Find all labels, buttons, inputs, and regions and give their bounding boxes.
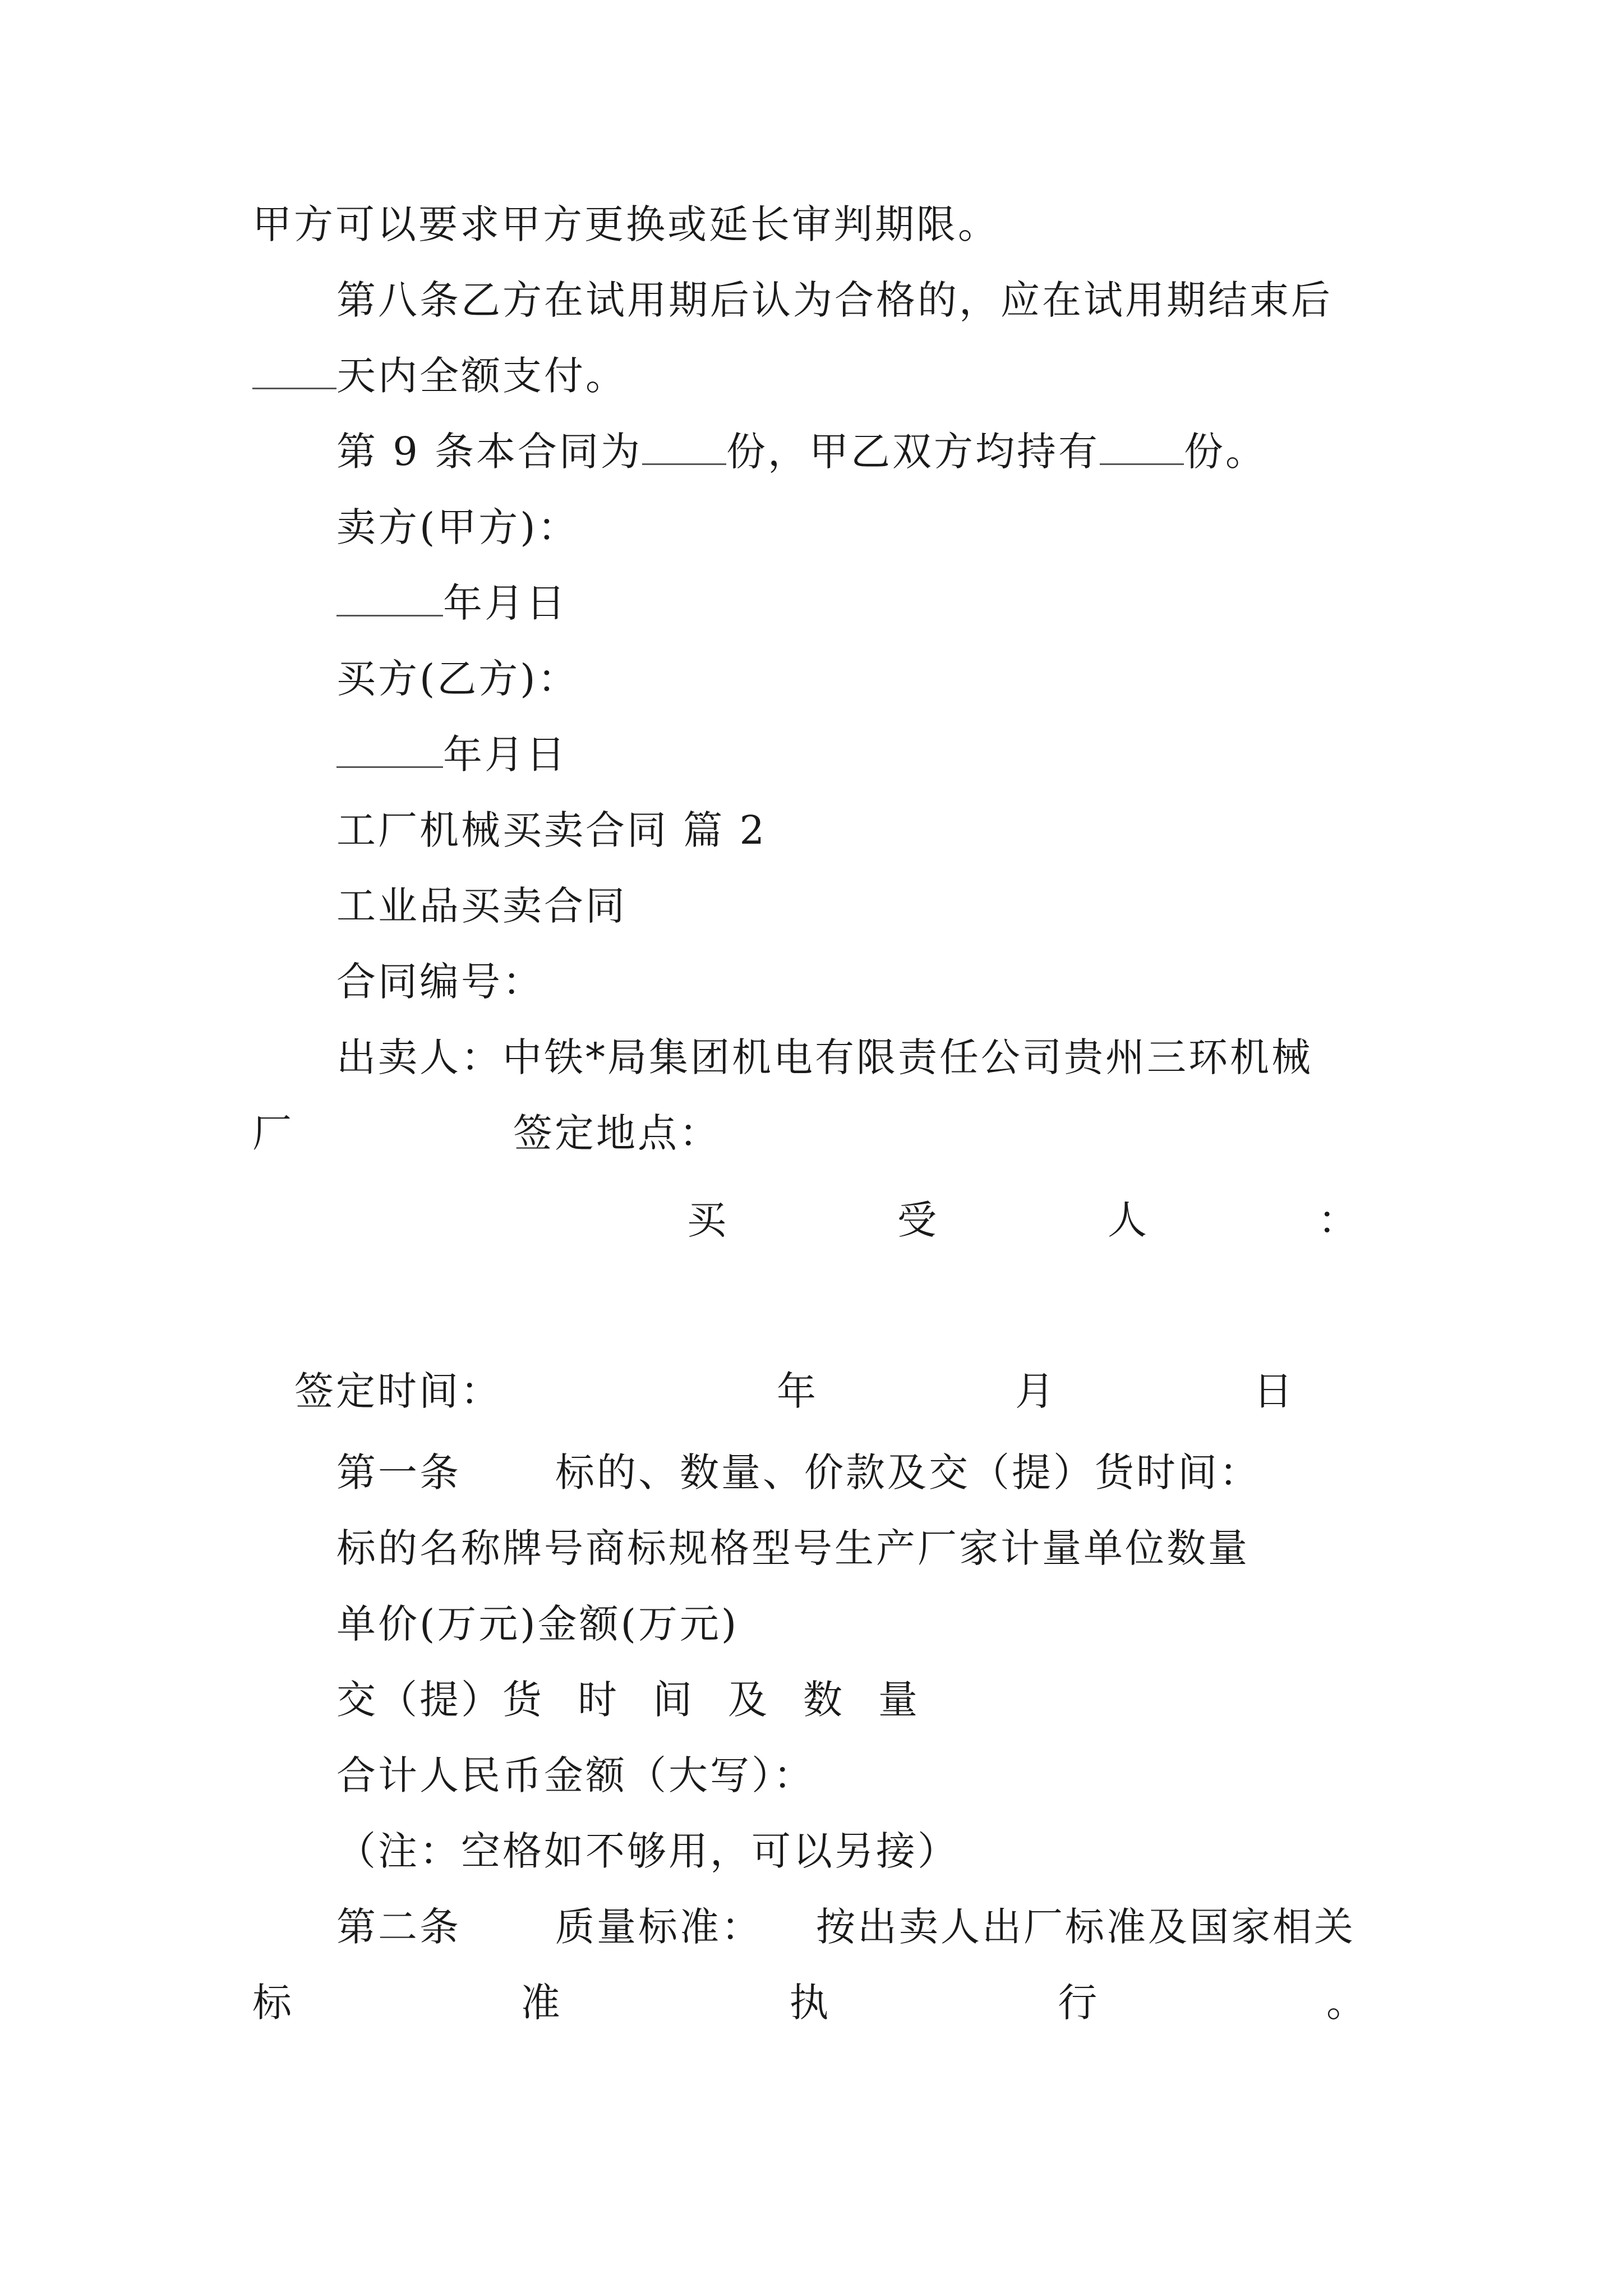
buyer-row — [687, 1195, 1357, 1245]
text-line-article-9 — [336, 426, 1267, 477]
article-2-text: 按出卖人出厂标准及国家相关 — [816, 1904, 1355, 1950]
seller-date-text: 年月日 — [443, 580, 568, 626]
delivery-word-6: 量 — [878, 1677, 920, 1723]
date-day: 日 — [1253, 1368, 1293, 1414]
delivery-word-1: 交（提）货 — [336, 1677, 544, 1723]
text-line-payment — [252, 351, 627, 401]
buyer-label: 买方(乙方)： — [336, 656, 579, 702]
delivery-row — [336, 1674, 920, 1725]
buyer-char-1: 买 — [687, 1197, 726, 1243]
blank-field — [1100, 429, 1184, 465]
article-1-label: 第一条 — [336, 1450, 461, 1496]
standard-char-1: 标 — [252, 1980, 292, 2026]
buyer-char-3: 人 — [1108, 1197, 1147, 1243]
section-title-2: 工厂机械买卖合同 篇 2 — [336, 807, 767, 853]
article-1-text: 标的、数量、价款及交（提）货时间： — [555, 1450, 1261, 1496]
standard-row — [252, 1977, 1366, 2028]
delivery-word-4: 及 — [728, 1677, 769, 1723]
contract-number-label: 合同编号： — [336, 959, 544, 1005]
standard-char-4: 行 — [1058, 1980, 1098, 2026]
signing-date-row — [777, 1366, 1293, 1416]
payment-text: 天内全额支付。 — [336, 353, 627, 399]
table-columns-1: 标的名称牌号商标规格型号生产厂家计量单位数量 — [336, 1525, 1249, 1571]
buyer-date-text: 年月日 — [443, 731, 568, 777]
delivery-word-5: 数 — [803, 1677, 845, 1723]
delivery-word-3: 间 — [653, 1677, 694, 1723]
article-9-text-a: 第 9 条本合同为 — [336, 429, 643, 475]
buyer-char-2: 受 — [897, 1197, 937, 1243]
note-line: （注：空格如不够用，可以另接） — [336, 1828, 959, 1874]
blank-field — [336, 731, 443, 768]
article-2-title: 质量标准： — [555, 1904, 763, 1950]
seller-date-line — [336, 578, 568, 628]
blank-field — [642, 429, 726, 465]
seller-name-cont: 厂 — [252, 1110, 294, 1156]
date-month: 月 — [1015, 1368, 1054, 1414]
text-line-article-8: 第八条乙方在试用期后认为合格的，应在试用期结束后 — [336, 277, 1332, 323]
standard-char-3: 执 — [789, 1980, 829, 2026]
contract-title: 工业品买卖合同 — [336, 883, 627, 929]
blank-field — [252, 353, 336, 389]
seller-label: 卖方(甲方)： — [336, 504, 579, 550]
blank-field — [336, 580, 443, 616]
seller-name-line: 出卖人：中铁*局集团机电有限责任公司贵州三环机械 — [336, 1034, 1313, 1080]
text-line-1: 甲方可以要求甲方更换或延长审判期限。 — [252, 201, 999, 247]
date-year: 年 — [777, 1368, 816, 1414]
signing-time-label: 签定时间： — [294, 1368, 502, 1414]
article-9-text-c: 份。 — [1184, 429, 1267, 475]
buyer-date-line — [336, 729, 568, 780]
total-amount-label: 合计人民币金额（大写）： — [336, 1752, 815, 1798]
article-9-text-b: 份，甲乙双方均持有 — [726, 429, 1100, 475]
article-2-label: 第二条 — [336, 1904, 461, 1950]
table-columns-2: 单价(万元)金额(万元) — [336, 1601, 739, 1647]
standard-char-2: 准 — [520, 1980, 560, 2026]
delivery-word-2: 时 — [578, 1677, 619, 1723]
buyer-char-4: ： — [1318, 1197, 1357, 1243]
standard-char-5: 。 — [1326, 1980, 1366, 2026]
signing-place-label: 签定地点： — [513, 1110, 721, 1156]
